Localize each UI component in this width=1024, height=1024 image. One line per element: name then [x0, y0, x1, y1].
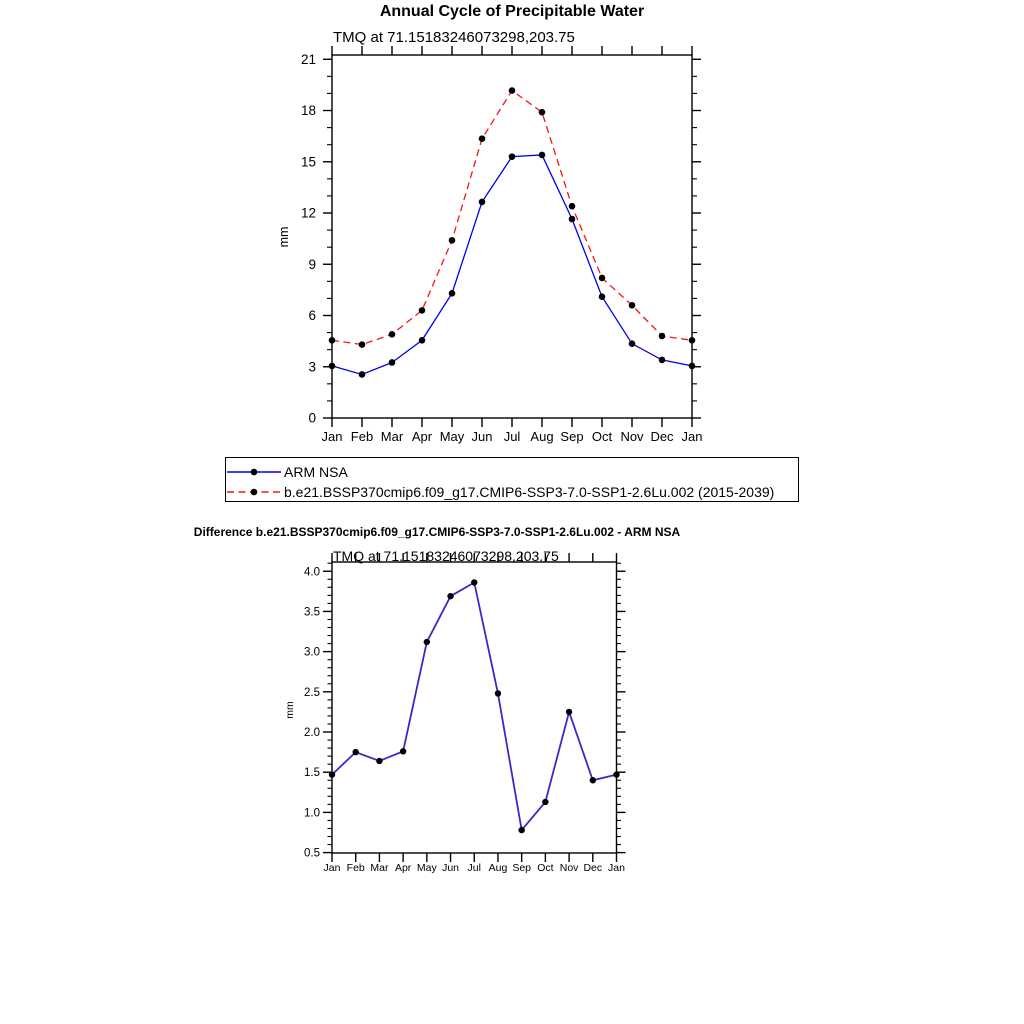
- bottom-chart-ytick-label: 1.5: [304, 767, 320, 780]
- bottom-chart-series-0-marker: [400, 748, 406, 754]
- top-chart-xtick-label: Jan: [681, 429, 703, 444]
- top-chart-ytick-label: 15: [300, 154, 316, 170]
- top-chart-xtick-label: Oct: [591, 429, 613, 444]
- bottom-chart-xtick-label: Jun: [442, 862, 460, 874]
- top-chart-ytick-label: 3: [308, 359, 316, 375]
- bottom-chart-xtick-label: Apr: [394, 862, 412, 874]
- top-chart-ytick-label: 0: [308, 410, 316, 426]
- bottom-chart-series-0-marker: [424, 639, 430, 645]
- top-chart-series-0-marker: [359, 371, 366, 378]
- legend-entry-arm-nsa: [227, 462, 798, 482]
- bottom-chart-xtick-label: Jan: [323, 862, 341, 874]
- top-chart-xtick-label: Mar: [380, 429, 404, 444]
- top-chart-xtick-label: Jun: [471, 429, 493, 444]
- bottom-chart-xtick-label: Oct: [537, 862, 554, 874]
- top-chart-xtick-label: Dec: [650, 429, 674, 444]
- top-chart-series-0-marker: [659, 357, 666, 364]
- top-chart-series-0-marker: [689, 363, 696, 370]
- top-chart-series-1-marker: [419, 307, 426, 314]
- top-chart-xtick-label: Nov: [620, 429, 644, 444]
- bottom-chart-series-0-marker: [376, 758, 382, 764]
- bottom-chart-title: Difference b.e21.BSSP370cmip6.f09_g17.CMIP6-SSP3-7.0-SSP1-2.6Lu.002 - ARM NSA: [193, 525, 681, 539]
- top-chart-series-1-marker: [389, 331, 396, 338]
- legend-entry-model: [227, 482, 798, 502]
- top-chart-ytick-label: 6: [308, 308, 316, 324]
- top-chart-series-0-marker: [599, 293, 606, 300]
- legend-sample-marker: [251, 489, 258, 496]
- bottom-chart-series-0-marker: [613, 771, 619, 777]
- bottom-chart-series-0-marker: [566, 709, 572, 715]
- top-chart-series-0-line: [332, 155, 692, 375]
- top-chart-series-0-marker: [329, 363, 336, 370]
- top-chart-series-1-marker: [659, 333, 666, 340]
- bottom-chart-series-0-marker: [518, 827, 524, 833]
- bottom-chart-ytick-label: 3.5: [304, 606, 320, 619]
- top-chart-frame: [332, 55, 692, 418]
- bottom-chart-xtick-label: May: [416, 862, 437, 874]
- top-chart-ytick-label: 18: [300, 103, 316, 119]
- top-chart-series-0-marker: [629, 340, 636, 347]
- legend-label-model: b.e21.BSSP370cmip6.f09_g17.CMIP6-SSP3-7.0-SSP1-2.6Lu.002 (2015-2039): [284, 484, 775, 500]
- top-chart-series-1-marker: [599, 275, 606, 282]
- bottom-chart-ytick-label: 1.0: [304, 807, 320, 820]
- top-chart-series-1-marker: [509, 87, 516, 94]
- bottom-chart-subtitle: TMQ at 71.15183246073298,203.75: [333, 548, 559, 564]
- top-chart-series-1-marker: [629, 302, 636, 309]
- top-chart-xtick-label: Sep: [560, 429, 584, 444]
- top-chart-series-0-marker: [509, 153, 516, 160]
- top-chart-series-0-marker: [419, 337, 426, 344]
- top-chart-xtick-label: Jan: [321, 429, 343, 444]
- bottom-chart-frame: [332, 562, 617, 853]
- top-chart-series-1-marker: [689, 337, 696, 344]
- bottom-chart-xtick-label: Mar: [370, 862, 389, 874]
- legend-label-arm-nsa: ARM NSA: [284, 464, 348, 480]
- legend-sample-marker: [251, 469, 258, 476]
- bottom-chart-series-0-line: [332, 582, 617, 830]
- top-chart-ytick-label: 9: [308, 256, 316, 272]
- bottom-chart-ytick-label: 4.0: [304, 566, 320, 579]
- bottom-chart-xtick-label: Jul: [467, 862, 481, 874]
- top-chart-xtick-label: Feb: [350, 429, 374, 444]
- top-chart-series-1-marker: [359, 341, 366, 348]
- legend-line-sample-solid-icon: [227, 464, 281, 480]
- top-chart-ytick-label: 21: [300, 51, 316, 67]
- top-chart-xtick-label: May: [439, 429, 465, 444]
- top-chart-series-1-marker: [569, 203, 576, 210]
- top-chart-xtick-label: Jul: [503, 429, 521, 444]
- bottom-chart-series-0-marker: [495, 690, 501, 696]
- top-chart-series-1-line: [332, 91, 692, 345]
- legend: [225, 457, 799, 502]
- top-chart-series-1-marker: [479, 135, 486, 142]
- bottom-chart: [284, 553, 626, 874]
- legend-line-sample-dashed-icon: [227, 484, 281, 500]
- top-chart-title: Annual Cycle of Precipitable Water: [379, 3, 645, 20]
- bottom-chart-xtick-label: Nov: [559, 862, 579, 874]
- top-chart-series-1-marker: [329, 337, 336, 344]
- top-chart-xtick-label: Apr: [411, 429, 433, 444]
- bottom-chart-series-0-marker: [447, 593, 453, 599]
- bottom-chart-ytick-label: 3.0: [304, 646, 320, 659]
- bottom-chart-xtick-label: Aug: [488, 862, 508, 874]
- top-chart-series-1-marker: [449, 237, 456, 244]
- top-chart: [277, 46, 702, 444]
- bottom-chart-ytick-label: 2.0: [304, 727, 320, 740]
- top-chart-series-1-marker: [539, 109, 546, 116]
- bottom-chart-xtick-label: Dec: [583, 862, 603, 874]
- bottom-chart-xtick-label: Sep: [512, 862, 532, 874]
- top-chart-series-0-marker: [539, 152, 546, 159]
- top-chart-series-0-marker: [449, 290, 456, 297]
- top-chart-series-0-marker: [479, 199, 486, 206]
- bottom-chart-series-0-marker: [471, 579, 477, 585]
- bottom-chart-series-0-marker: [542, 799, 548, 805]
- bottom-chart-ylabel: mm: [284, 701, 296, 719]
- top-chart-series-0-marker: [569, 216, 576, 223]
- top-chart-subtitle: TMQ at 71.15183246073298,203.75: [333, 29, 575, 46]
- bottom-chart-xtick-label: Feb: [346, 862, 365, 874]
- top-chart-xtick-label: Aug: [530, 429, 554, 444]
- bottom-chart-ytick-label: 2.5: [304, 686, 320, 699]
- top-chart-ytick-label: 12: [300, 205, 316, 221]
- bottom-chart-series-0-marker: [353, 749, 359, 755]
- bottom-chart-series-0-marker: [329, 771, 335, 777]
- bottom-chart-ytick-label: 0.5: [304, 847, 320, 860]
- bottom-chart-xtick-label: Jan: [608, 862, 625, 874]
- top-chart-series-0-marker: [389, 359, 396, 366]
- bottom-chart-series-0-marker: [590, 777, 596, 783]
- top-chart-ylabel: mm: [277, 226, 291, 248]
